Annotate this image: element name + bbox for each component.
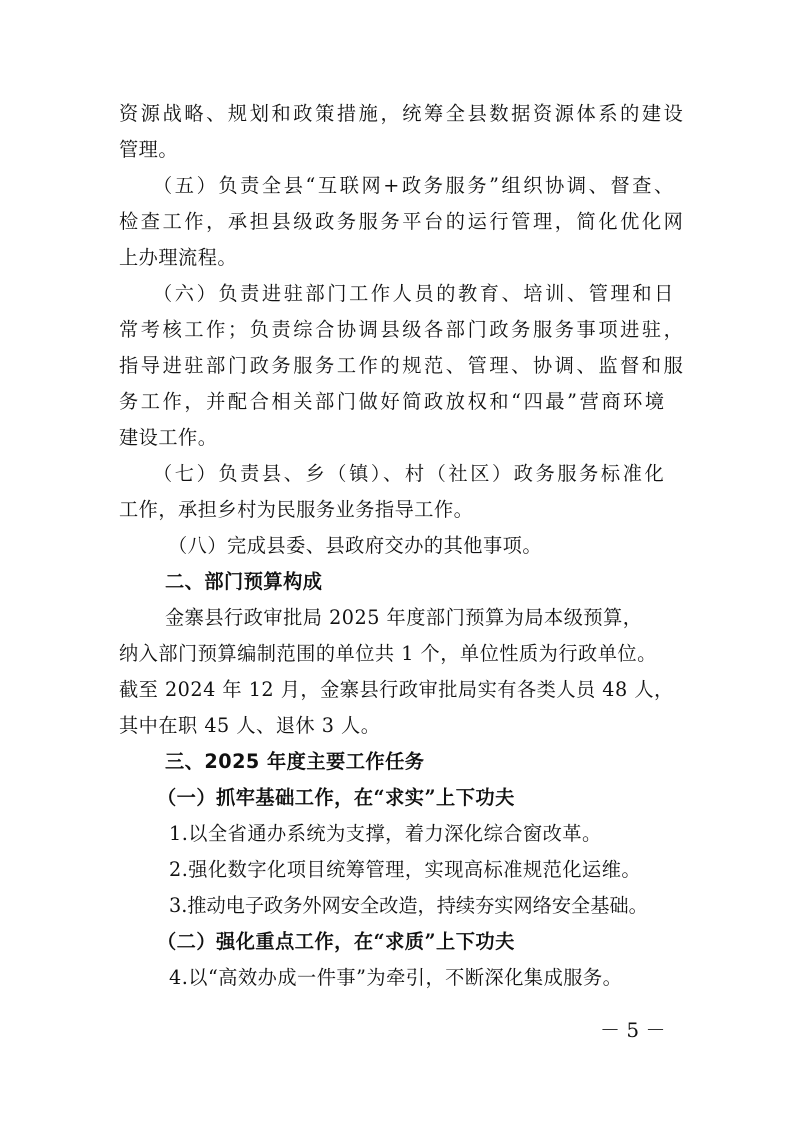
body-line: 工作，承担乡村为民服务业务指导工作。 — [119, 498, 474, 521]
body-line: 检查工作，承担县级政务服务平台的运行管理，简化优化网 — [119, 210, 686, 233]
body-line: 1.以全省通办系统为支撑，着力深化综合窗改革。 — [169, 822, 602, 845]
body-line: （五）负责全县“互联网+政务服务”组织协调、督查、 — [153, 174, 676, 197]
body-line: （七）负责县、乡（镇）、村（社区）政务服务标准化 — [153, 462, 667, 485]
body-line: 3.推动电子政务外网安全改造，持续夯实网络安全基础。 — [169, 894, 648, 917]
body-line: 务工作，并配合相关部门做好简政放权和“四最”营商环境 — [119, 390, 667, 413]
body-line: 2.强化数字化项目统筹管理，实现高标准规范化运维。 — [169, 858, 642, 881]
body-line: 管理。 — [119, 138, 179, 161]
body-line: 上办理流程。 — [119, 246, 238, 269]
subsection-heading: （二）强化重点工作，在“求质”上下功夫 — [157, 930, 515, 953]
body-line: 资源战略、规划和政策措施，统筹全县数据资源体系的建设 — [119, 102, 686, 125]
section-heading: 三、2025 年度主要工作任务 — [165, 750, 425, 773]
subsection-heading: （一）抓牢基础工作，在“求实”上下功夫 — [157, 786, 515, 809]
body-line: 纳入部门预算编制范围的单位共 1 个，单位性质为行政单位。 — [119, 642, 657, 665]
body-line: 建设工作。 — [119, 426, 218, 449]
body-line: 常考核工作；负责综合协调县级各部门政务服务事项进驻， — [119, 318, 686, 341]
body-line: 截至 2024 年 12 月，金寨县行政审批局实有各类人员 48 人， — [119, 678, 674, 701]
section-heading: 二、部门预算构成 — [165, 570, 323, 593]
body-line: 指导进驻部门政务服务工作的规范、管理、协调、监督和服 — [119, 354, 686, 377]
body-line: 金寨县行政审批局 2025 年度部门预算为局本级预算， — [165, 606, 643, 629]
body-line: （六）负责进驻部门工作人员的教育、培训、管理和日 — [153, 282, 676, 305]
body-line: （八）完成县委、县政府交办的其他事项。 — [168, 534, 543, 557]
page-number: － 5 － — [600, 1018, 666, 1042]
body-line: 其中在职 45 人、退休 3 人。 — [119, 714, 381, 737]
body-line: 4.以“高效办成一件事”为牵引，不断深化集成服务。 — [169, 966, 623, 989]
